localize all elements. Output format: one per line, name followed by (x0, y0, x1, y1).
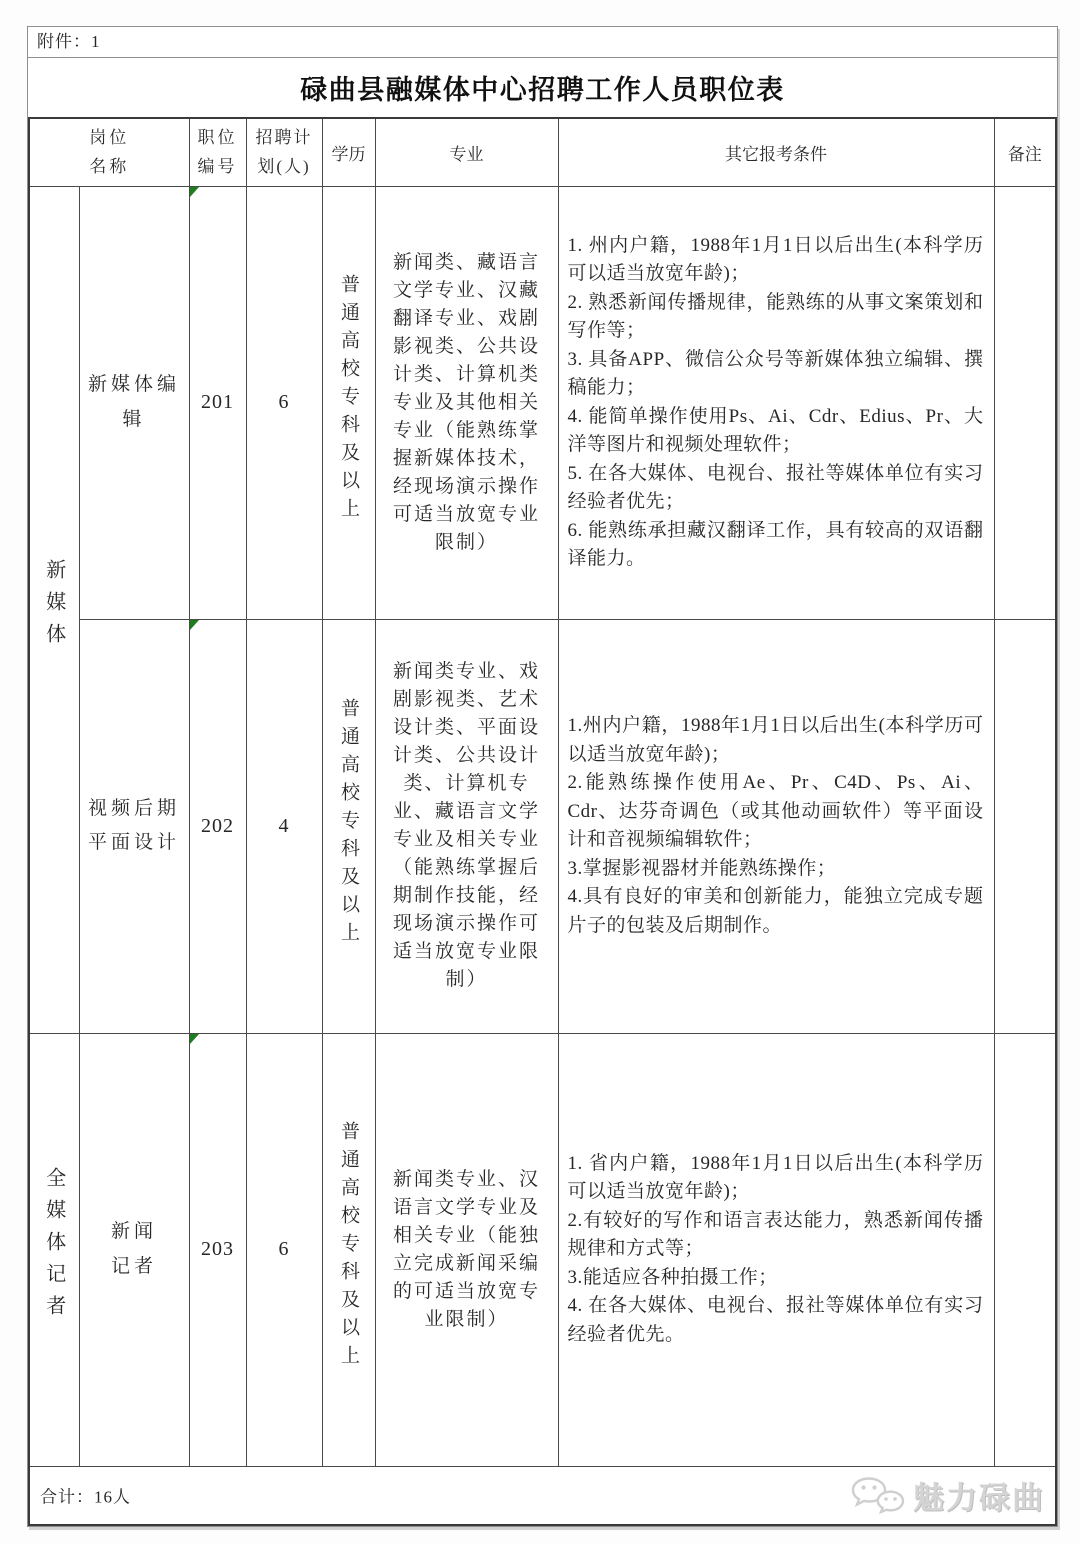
table-row-201 (29, 186, 1056, 619)
group-cell-all-media-reporter: 全媒体记者 (29, 1033, 79, 1466)
major-203: 新闻类专业、汉语言文学专业及相关专业（能独立完成新闻采编的可适当放宽专业限制） (375, 1033, 558, 1466)
recruitment-sheet (27, 26, 1058, 1527)
page-title: 碌曲县融媒体中心招聘工作人员职位表 (300, 75, 785, 105)
positions-table (28, 117, 1057, 1526)
education-202: 普通高校专科及以上 (322, 619, 375, 1033)
total-label: 合计：16人 (40, 1487, 131, 1507)
col-header-major: 专业 (375, 118, 558, 186)
table-row-202 (29, 619, 1056, 1033)
col-header-education: 学历 (322, 118, 375, 186)
plan-count-202: 4 (246, 619, 322, 1033)
header-row (29, 118, 1056, 186)
col-header-post-name: 岗位名称 (29, 118, 189, 186)
group-cell-new-media: 新媒体 (29, 186, 79, 1033)
remark-203 (994, 1033, 1056, 1466)
major-202: 新闻类专业、戏剧影视类、艺术设计类、平面设计类、公共设计类、计算机专业、藏语言文学专业及相关专业（能熟练掌握后期制作技能，经现场演示操作可适当放宽专业限制） (375, 619, 558, 1033)
conditions-202: 1.州内户籍，1988年1月1日以后出生(本科学历可以适当放宽年龄)； 2.能熟练操作使用Ae、Pr、C4D、Ps、Ai、Cdr、达芬奇调色（或其他动画软件）等平面设计和音视频编辑软件； 3.掌握影视器材并能熟练操作； 4.具有良好的审美和创新能力，能独立完成专题片子的包装及后期制作。 (558, 619, 994, 1033)
note-triangle-icon (190, 187, 199, 197)
job-code-201: 201 (189, 186, 246, 619)
education-201: 普通高校专科及以上 (322, 186, 375, 619)
job-name-203: 新闻记者 (79, 1033, 189, 1466)
note-triangle-icon (190, 620, 199, 630)
total-cell (29, 1466, 1056, 1525)
attachment-label: 附件：1 (28, 27, 1057, 58)
major-201: 新闻类、藏语言文学专业、汉藏翻译专业、戏剧影视类、公共设计类、计算机类专业及其他相关专业（能熟练掌握新媒体技术，经现场演示操作可适当放宽专业限制） (375, 186, 558, 619)
total-row (29, 1466, 1056, 1525)
wechat-icon (849, 1474, 907, 1516)
job-code-202: 202 (189, 619, 246, 1033)
job-name-202: 视频后期平面设计 (79, 619, 189, 1033)
job-code-203: 203 (189, 1033, 246, 1466)
remark-201 (994, 186, 1056, 619)
conditions-203: 1. 省内户籍，1988年1月1日以后出生(本科学历可以适当放宽年龄)； 2.有较好的写作和语言表达能力，熟悉新闻传播规律和方式等； 3.能适应各种拍摄工作； 4. 在各大媒体、电视台、报社等媒体单位有实习经验者优先。 (558, 1033, 994, 1466)
plan-count-201: 6 (246, 186, 322, 619)
job-name-201: 新媒体编辑 (79, 186, 189, 619)
education-203: 普通高校专科及以上 (322, 1033, 375, 1466)
watermark-logo (849, 1473, 1045, 1518)
plan-count-203: 6 (246, 1033, 322, 1466)
conditions-201: 1. 州内户籍，1988年1月1日以后出生(本科学历可以适当放宽年龄)； 2. 熟悉新闻传播规律，能熟练的从事文案策划和写作等； 3. 具备APP、微信公众号等新媒体独立编辑、撰稿能力； 4. 能简单操作使用Ps、Ai、Cdr、Edius、Pr、大洋等图片和视频处理软件； 5. 在各大媒体、电视台、报社等媒体单位有实习经验者优先； 6. 能熟练承担藏汉翻译工作，具有较高的双语翻译能力。 (558, 186, 994, 619)
remark-202 (994, 619, 1056, 1033)
col-header-plan-count: 招聘计划(人) (246, 118, 322, 186)
note-triangle-icon (190, 1034, 199, 1044)
watermark-text: 魅力碌曲 (913, 1480, 1045, 1516)
table-row-203 (29, 1033, 1056, 1466)
col-header-post-code: 职位编号 (189, 118, 246, 186)
col-header-other-conditions: 其它报考条件 (558, 118, 994, 186)
col-header-remark: 备注 (994, 118, 1056, 186)
